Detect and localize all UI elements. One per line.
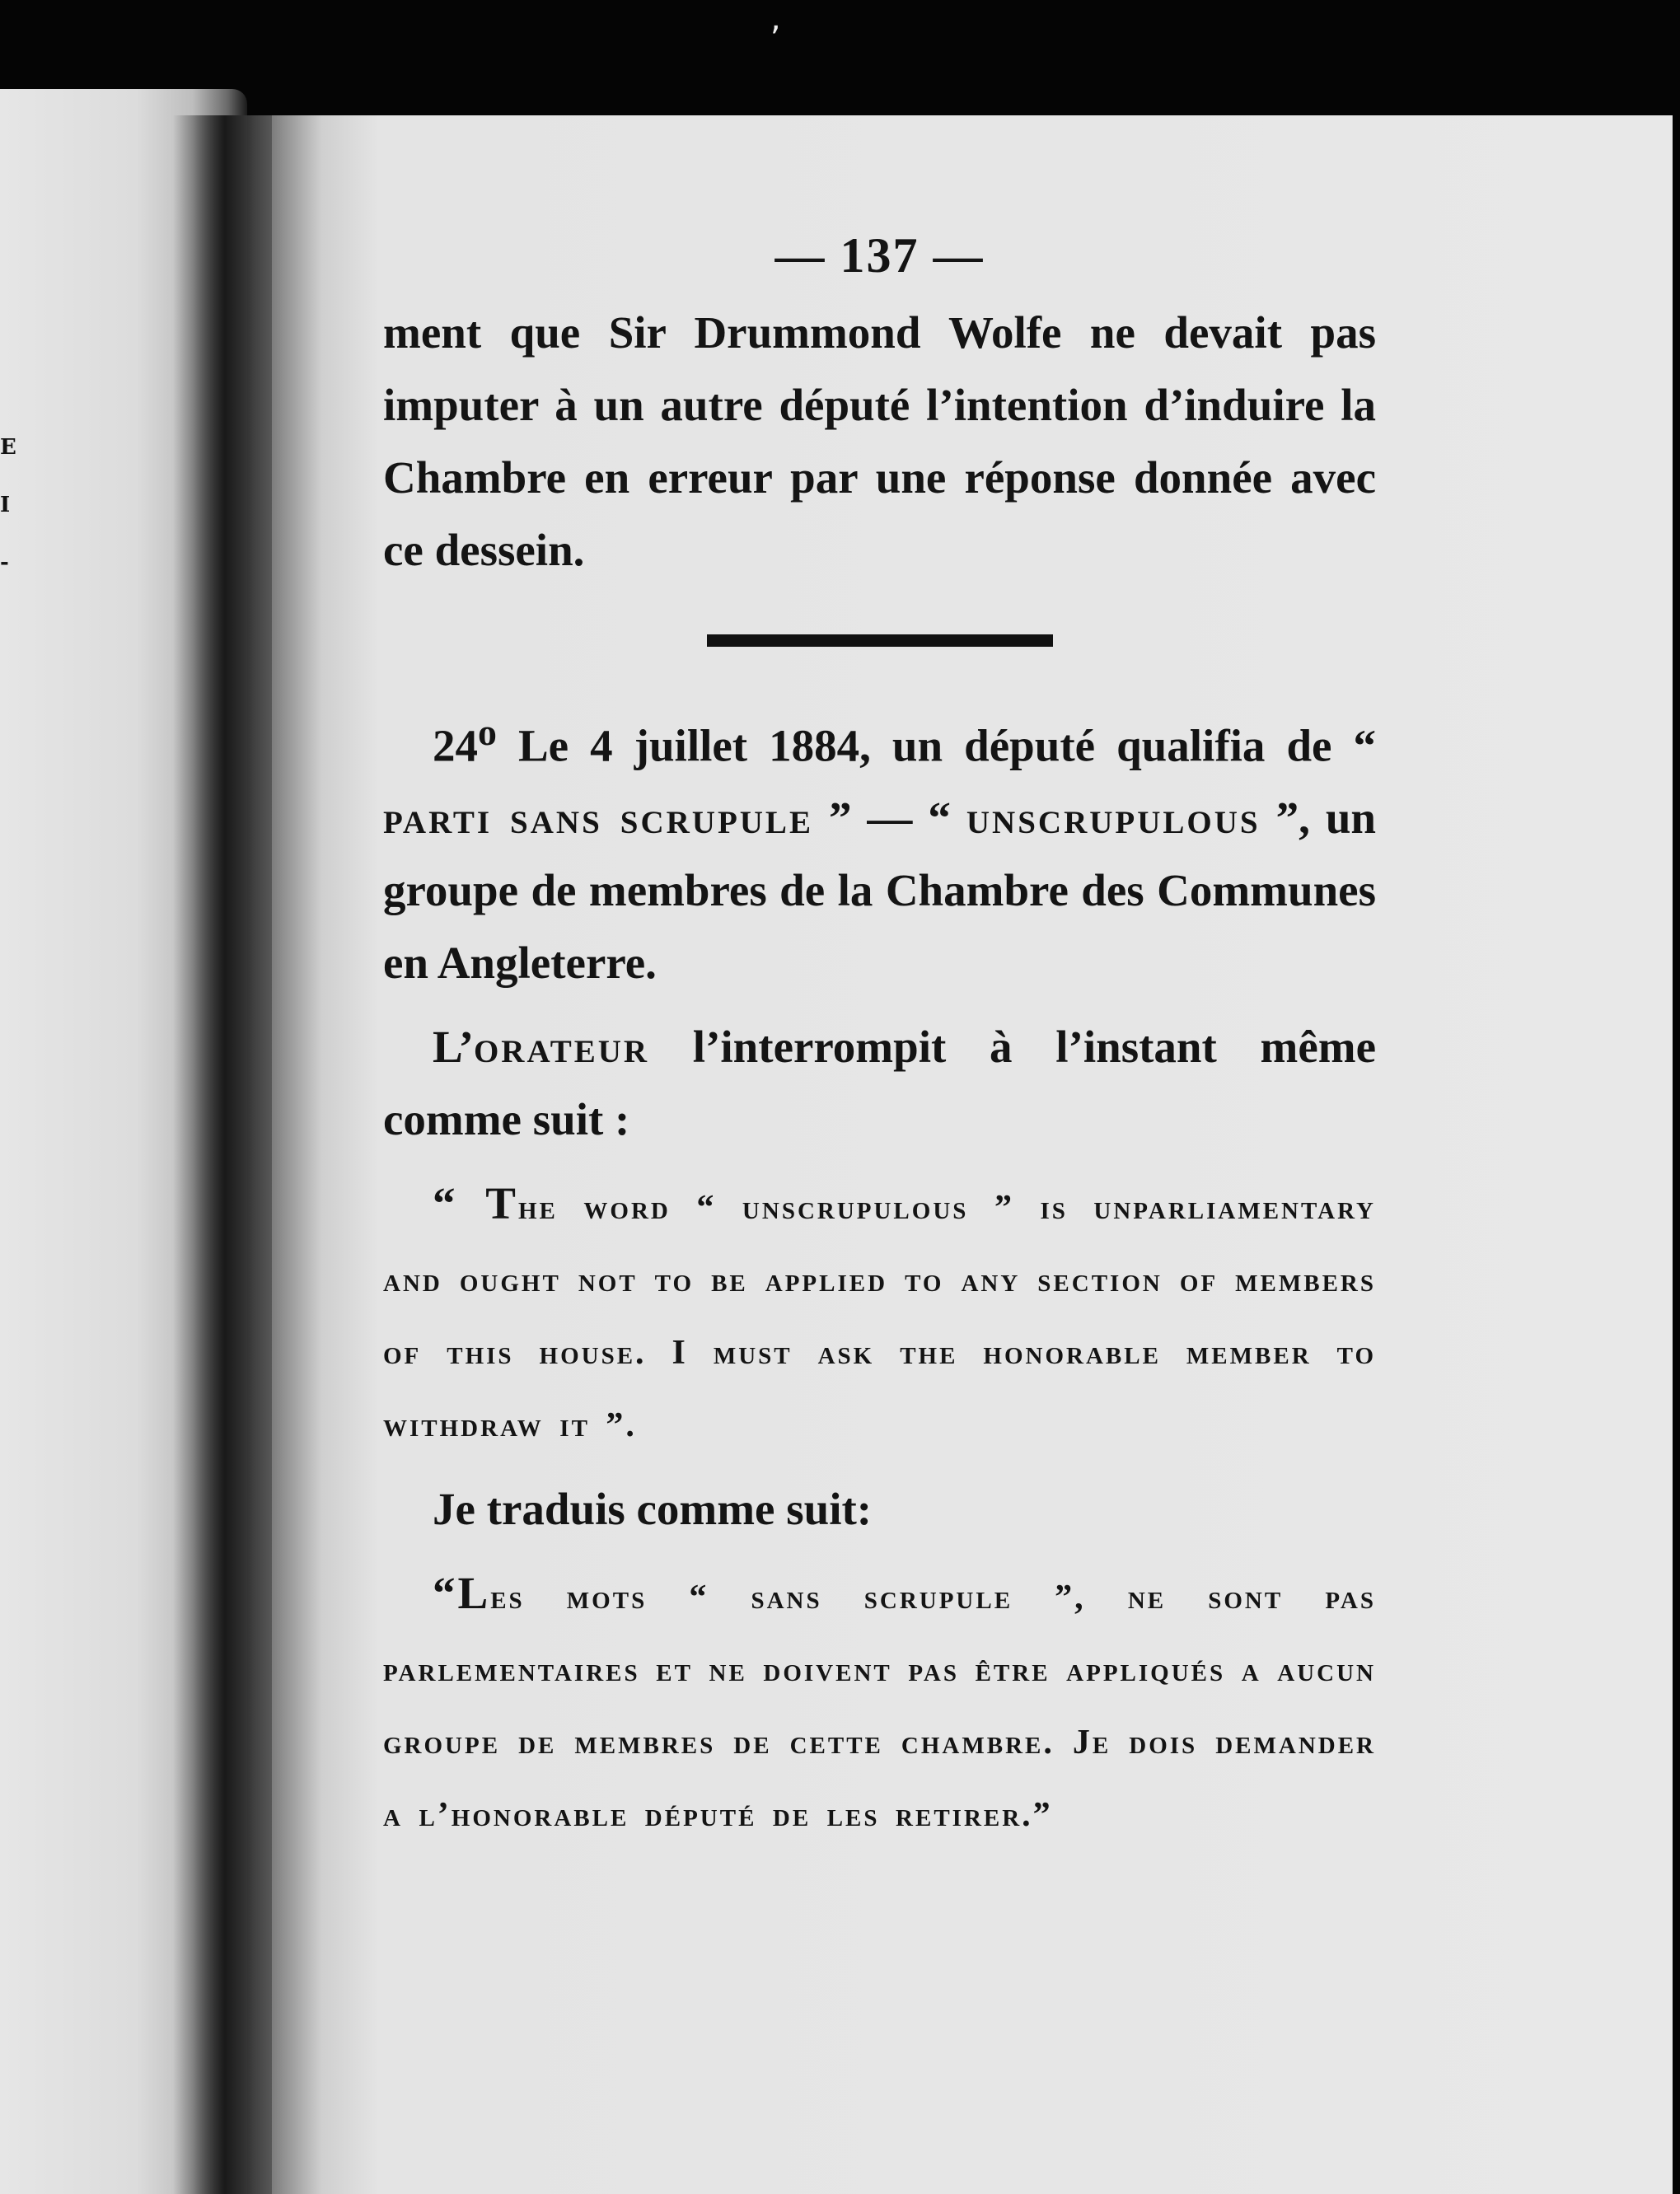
ordinal-superscript: o [478,711,497,753]
quoted-term-french: parti sans scrupule [383,793,813,844]
quote-opening: “L [433,1568,491,1619]
quotation-french [383,1557,1376,1851]
text-run: Le 4 juillet 1884, un député qualifia de “ [496,720,1376,771]
text-run: l’interrompit à l’instant même comme suit : [383,1022,1376,1145]
paragraph-item-24 [383,696,1376,999]
fragment: E [0,435,16,460]
speaker-title: orateur [473,1022,650,1073]
text-run: ” — “ [812,793,966,844]
quoted-term-english: unscrupulous [966,793,1261,844]
quote-body: es mots “ sans scrupule ”, ne sont pas parlementaires et ne doivent pas être appliqués a aucun groupe de membres de cette chambre. Je dois demander a l’honorable député de les retirer.” [383,1579,1376,1835]
book-page [272,115,1673,2194]
quote-opening: “ T [433,1178,518,1229]
page-number: — 137 — [774,228,985,283]
paragraph-speaker [383,1011,1376,1156]
quotation-english [383,1167,1376,1462]
page-body [383,222,1376,1851]
text-run: ”, un groupe de membres de la Chambre des Communes en Angleterre. [383,793,1376,989]
paragraph-continuation: ment que Sir Drummond Wolfe ne devait pas imputer à un autre député l’intention d’induire la Chambre en erreur par une réponse donnée avec ce dessein. [383,307,1376,575]
item-number: 24 [433,720,478,771]
quote-body: he word “ unscrupulous ” is unparliamentary and ought not to be applied to any section of members of this house. I must ask the honorable member to withdraw it ”. [383,1189,1376,1445]
fragment: - [0,550,9,575]
book-gutter-shadow [173,115,288,2194]
section-divider-rule [707,634,1053,647]
facing-page-text-fragments [0,419,16,592]
paragraph-translation-intro: Je traduis comme suit: [433,1484,873,1535]
fragment: I [0,493,11,517]
text-run: L’ [433,1022,474,1073]
scan-artifact: , [770,0,781,38]
